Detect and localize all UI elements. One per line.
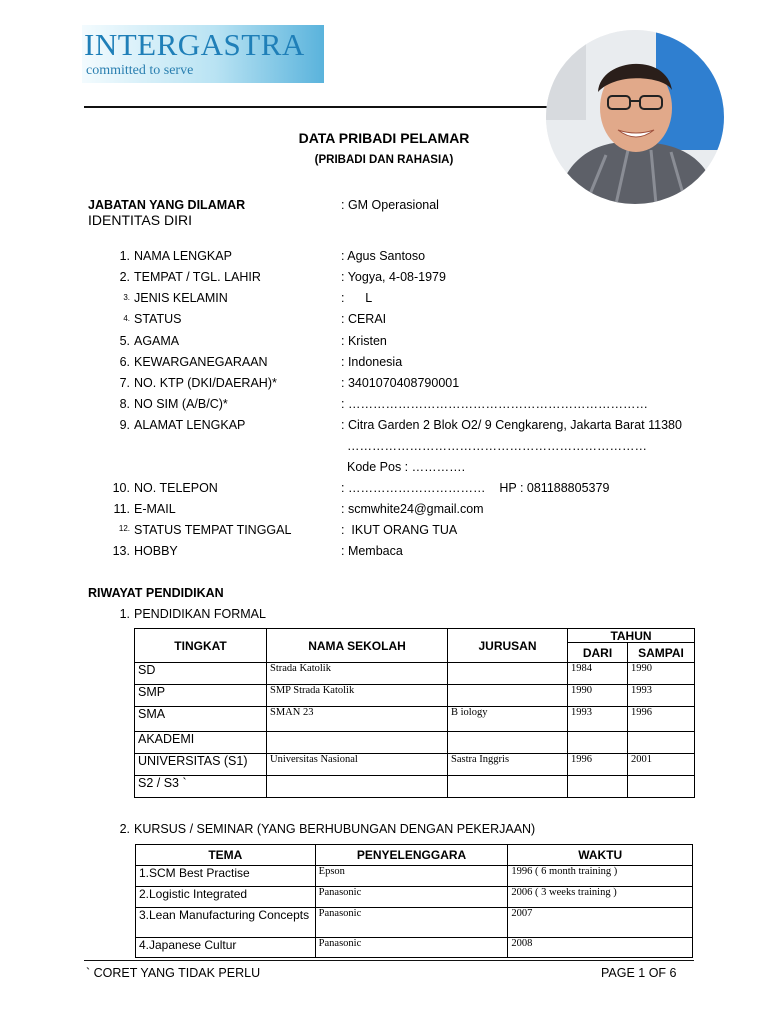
- identity-heading: IDENTITAS DIRI: [88, 212, 192, 228]
- table-row: [135, 685, 695, 707]
- field-value: : Indonesia: [341, 355, 403, 369]
- formal-education-number: 1.: [119, 607, 130, 621]
- field-value: : Agus Santoso: [341, 249, 426, 263]
- education-table: [134, 628, 695, 798]
- item-number: 12.: [118, 524, 130, 533]
- applicant-photo: [546, 30, 724, 204]
- column-header: TAHUN: [568, 629, 695, 643]
- column-header: NAMA SEKOLAH: [267, 629, 448, 663]
- table-cell: 1996: [568, 754, 628, 776]
- position-value: : GM Operasional: [341, 198, 439, 212]
- education-heading: RIWAYAT PENDIDIKAN: [88, 586, 224, 600]
- table-cell: 4.Japanese Cultur: [136, 938, 316, 958]
- table-cell: Panasonic: [315, 908, 508, 938]
- table-cell: SMP: [135, 685, 267, 707]
- logo-title: INTERGASTRA: [84, 27, 305, 62]
- column-header: TINGKAT: [135, 629, 267, 663]
- table-cell: 1984: [568, 663, 628, 685]
- field-label: HOBBY: [134, 544, 178, 558]
- table-cell: Epson: [315, 866, 508, 887]
- courses-number: 2.: [119, 822, 130, 836]
- field-label: AGAMA: [134, 334, 180, 348]
- column-header: TEMA: [136, 845, 316, 866]
- table-cell: [628, 776, 695, 798]
- field-value: : 3401070408790001: [341, 376, 460, 390]
- table-cell: 1993: [568, 707, 628, 732]
- table-cell: [448, 776, 568, 798]
- table-cell: 2.Logistic Integrated: [136, 887, 316, 908]
- item-number: 7.: [119, 376, 130, 390]
- table-cell: [448, 663, 568, 685]
- header-rule: [84, 106, 554, 108]
- table-cell: [267, 776, 448, 798]
- table-cell: 1.SCM Best Practise: [136, 866, 316, 887]
- field-label: NO SIM (A/B/C)*: [134, 397, 228, 411]
- table-cell: [568, 732, 628, 754]
- field-value: : Citra Garden 2 Blok O2/ 9 Cengkareng, Jakarta Barat 11380: [341, 418, 682, 432]
- field-value: : Kristen: [341, 334, 387, 348]
- item-number: 1.: [119, 249, 130, 263]
- table-row: [136, 887, 693, 908]
- table-cell: Universitas Nasional: [267, 754, 448, 776]
- table-row: [136, 866, 693, 887]
- document-title: DATA PRIBADI PELAMAR: [298, 130, 470, 146]
- courses-table: [135, 844, 693, 958]
- table-cell: 1996 ( 6 month training ): [508, 866, 693, 887]
- table-cell: SMAN 23: [267, 707, 448, 732]
- page-indicator: PAGE 1 OF 6: [601, 966, 677, 980]
- courses-label: KURSUS / SEMINAR (YANG BERHUBUNGAN DENGAN PEKERJAAN): [134, 822, 536, 836]
- table-cell: Strada Katolik: [267, 663, 448, 685]
- field-label: NO. TELEPON: [134, 481, 218, 495]
- field-value: : L: [341, 291, 373, 305]
- item-number: 5.: [119, 334, 130, 348]
- table-cell: [448, 732, 568, 754]
- item-number: 6.: [119, 355, 130, 369]
- item-number: 11.: [113, 502, 130, 516]
- table-cell: [568, 776, 628, 798]
- table-cell: UNIVERSITAS (S1): [135, 754, 267, 776]
- postcode: Kode Pos : ………….: [347, 460, 466, 474]
- table-cell: 1993: [628, 685, 695, 707]
- item-number: 9.: [119, 418, 130, 432]
- table-cell: 2001: [628, 754, 695, 776]
- field-label: STATUS TEMPAT TINGGAL: [134, 523, 292, 537]
- footer-note: ` CORET YANG TIDAK PERLU: [86, 966, 261, 980]
- table-cell: 2006 ( 3 weeks training ): [508, 887, 693, 908]
- field-value: : Yogya, 4-08-1979: [341, 270, 446, 284]
- field-label: JENIS KELAMIN: [134, 291, 228, 305]
- formal-education-label: PENDIDIKAN FORMAL: [134, 607, 266, 621]
- company-logo: [82, 25, 324, 83]
- table-cell: SMA: [135, 707, 267, 732]
- table-row: [135, 732, 695, 754]
- table-cell: Panasonic: [315, 887, 508, 908]
- field-value: : scmwhite24@gmail.com: [341, 502, 484, 516]
- table-cell: [448, 685, 568, 707]
- field-label: ALAMAT LENGKAP: [134, 418, 246, 432]
- logo-tagline: committed to serve: [86, 63, 194, 78]
- table-row: [135, 754, 695, 776]
- table-row: [135, 663, 695, 685]
- footer-rule: [84, 960, 694, 961]
- field-label: E-MAIL: [134, 502, 176, 516]
- field-value: : CERAI: [341, 312, 387, 326]
- table-cell: [267, 732, 448, 754]
- table-cell: S2 / S3 `: [135, 776, 267, 798]
- item-number: 3.: [123, 293, 130, 302]
- item-number: 8.: [119, 397, 130, 411]
- field-value: : ………………………………………………………………: [341, 397, 648, 411]
- table-cell: SMP Strada Katolik: [267, 685, 448, 707]
- field-label: KEWARGANEGARAAN: [134, 355, 268, 369]
- item-number: 13.: [112, 544, 130, 558]
- table-cell: 1990: [568, 685, 628, 707]
- table-row: [135, 707, 695, 732]
- table-cell: 2008: [508, 938, 693, 958]
- table-row: [136, 938, 693, 958]
- column-header: SAMPAI: [628, 643, 695, 663]
- table-row: [135, 776, 695, 798]
- table-cell: AKADEMI: [135, 732, 267, 754]
- document-subtitle: (PRIBADI DAN RAHASIA): [314, 154, 454, 166]
- item-number: 10.: [112, 481, 130, 495]
- table-cell: 3.Lean Manufacturing Concepts: [136, 908, 316, 938]
- table-cell: 2007: [508, 908, 693, 938]
- column-header: WAKTU: [508, 845, 693, 866]
- field-value: : …………………………… HP : 081188805379: [341, 481, 610, 495]
- table-cell: Sastra Inggris: [448, 754, 568, 776]
- table-cell: 1990: [628, 663, 695, 685]
- column-header: DARI: [568, 643, 628, 663]
- position-label: JABATAN YANG DILAMAR: [88, 198, 246, 212]
- field-label: NAMA LENGKAP: [134, 249, 232, 263]
- field-value: : IKUT ORANG TUA: [341, 523, 458, 537]
- table-cell: B iology: [448, 707, 568, 732]
- field-label: TEMPAT / TGL. LAHIR: [134, 270, 261, 284]
- field-value: : Membaca: [341, 544, 403, 558]
- item-number: 2.: [119, 270, 130, 284]
- table-cell: [628, 732, 695, 754]
- table-cell: 1996: [628, 707, 695, 732]
- field-label: NO. KTP (DKI/DAERAH)*: [134, 376, 277, 390]
- table-row: [136, 908, 693, 938]
- item-number: 4.: [123, 314, 130, 323]
- column-header: PENYELENGGARA: [315, 845, 508, 866]
- table-cell: Panasonic: [315, 938, 508, 958]
- column-header: JURUSAN: [448, 629, 568, 663]
- address-line-2: ………………………………………………………………: [347, 439, 647, 453]
- table-cell: SD: [135, 663, 267, 685]
- field-label: STATUS: [134, 312, 182, 326]
